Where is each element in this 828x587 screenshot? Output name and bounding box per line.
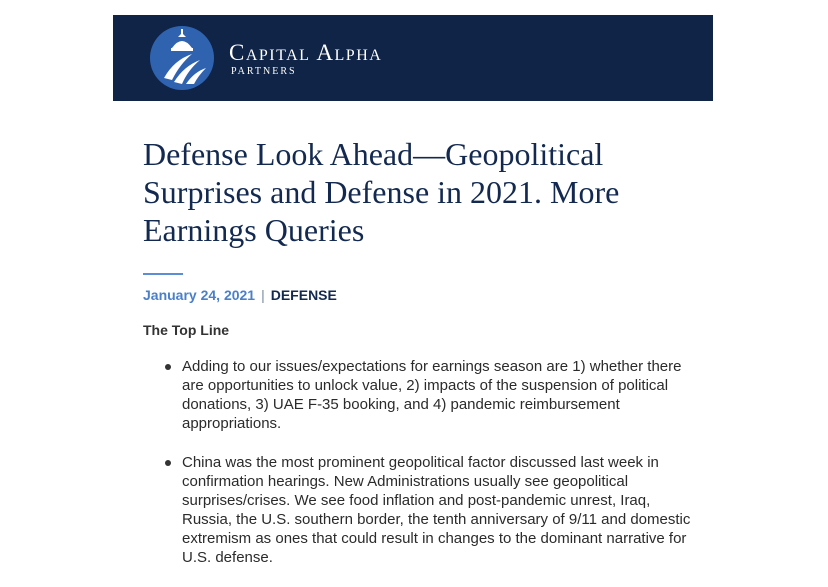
meta-separator: | (261, 287, 265, 303)
article-title: Defense Look Ahead—Geopolitical Surprises and Defense in 2021. More Earnings Queries (143, 136, 620, 248)
bullet-icon (165, 364, 171, 370)
bullet-text: China was the most prominent geopolitical factor discussed last week in confirmation hearings. New Administrations usually see geopolitical surprises/crises. We see food inflation and post-pandemic unrest, Iraq, Russia, the U.S. southern border, the tenth anniversary of 9/11 and domestic extremism as ones that could result in changes to the dominant narrative for U.S. defense. (182, 454, 691, 566)
article-category[interactable]: DEFENSE (270, 287, 337, 303)
list-item (143, 453, 703, 567)
list-item (143, 357, 703, 433)
brand-logo-text (229, 40, 382, 77)
article-date: January 24, 2021 (143, 287, 256, 303)
brand-subtitle: PARTNERS (231, 66, 297, 77)
header-banner (113, 15, 713, 101)
brand-name: Capital Alpha (229, 40, 383, 65)
bullet-icon (165, 460, 171, 466)
accent-rule (143, 273, 183, 275)
section-heading: The Top Line (143, 322, 230, 338)
bullet-list (143, 357, 703, 587)
article-meta (143, 287, 337, 303)
capitol-dome-icon (150, 26, 214, 90)
bullet-text: Adding to our issues/expectations for earnings season are 1) whether there are opportunities to unlock value, 2) impacts of the suspension of political donations, 3) UAE F-35 booking, and 4) pandemic reimbursement appropriations. (182, 358, 682, 432)
